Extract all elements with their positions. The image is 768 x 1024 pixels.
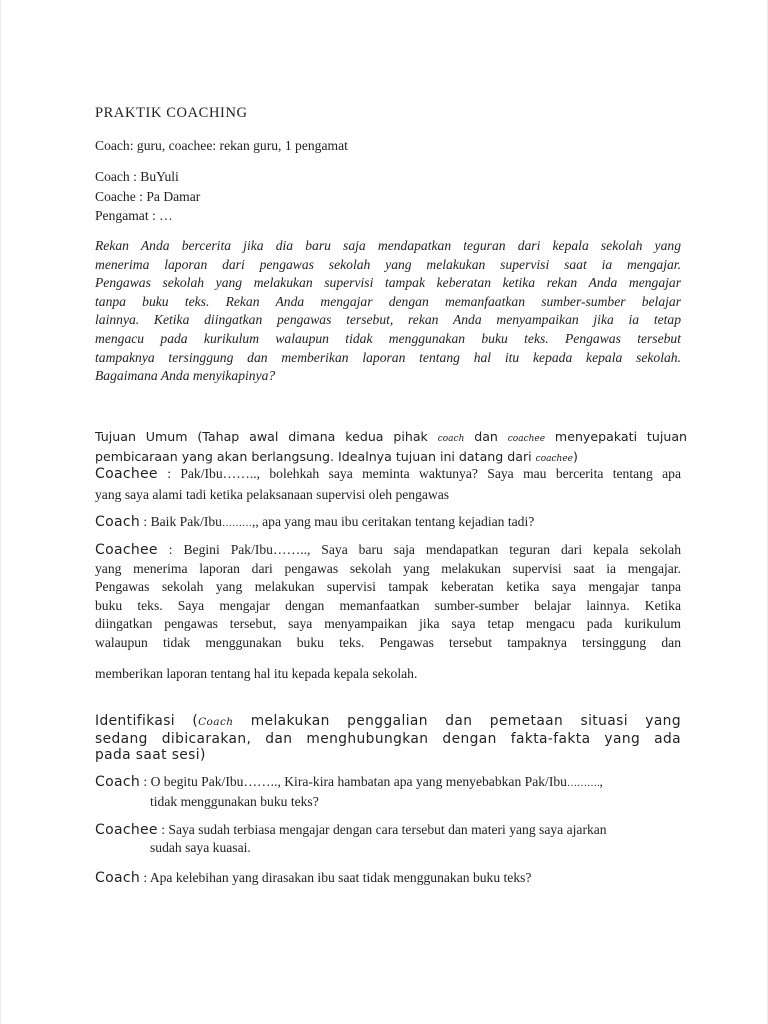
scenario-line: menerima laporan dari pengawas sekolah yang melakukan supervisi saat ia mengajar. — [95, 256, 681, 272]
scenario-line: lainnya. Ketika diingatkan pengawas tersebut, rekan Anda menyampaikan jika ia tetap — [95, 312, 681, 328]
dialogue-coachee-2-last-line: memberikan laporan tentang hal itu kepada kepala sekolah. — [95, 666, 418, 681]
coach-name-line: Coach : BuYuli — [95, 169, 179, 184]
scenario-line: Bagaimana Anda menyikapinya? — [95, 368, 276, 384]
speaker-label: Coachee — [95, 542, 158, 558]
document-title: PRAKTIK COACHING — [95, 105, 248, 121]
coachee-name-line: Coache : Pa Damar — [95, 188, 201, 204]
scenario-line: tanpa buku teks. Rekan Anda mengajar dengan memanfaatkan sumber-sumber belajar — [95, 293, 681, 309]
participants-block — [95, 167, 681, 226]
dialogue-coach-3: Coach : Apa kelebihan yang dirasakan ibu saat tidak menggunakan buku teks? — [95, 870, 532, 886]
observer-line: Pengamat : … — [95, 208, 173, 223]
dialogue-coach-1: Coach : Baik Pak/Ibu………,, apa yang mau ibu ceritakan tentang kejadian tadi? — [95, 514, 535, 530]
scenario-line: Rekan Anda bercerita jika dia baru saja mendapatkan teguran dari kepala sekolah yang — [95, 238, 681, 253]
scenario-line: Pengawas sekolah yang melakukan supervisi tampak keberatan ketika rekan Anda mengajar — [95, 275, 681, 291]
speaker-label: Coachee — [95, 822, 158, 838]
scenario-paragraph — [95, 237, 681, 386]
roles-line: Coach: guru, coachee: rekan guru, 1 pengamat — [95, 138, 348, 153]
speaker-label: Coach — [95, 514, 140, 530]
speaker-label: Coach — [95, 774, 140, 790]
dialogue-coachee-3: Coachee : Saya sudah terbiasa mengajar dengan cara tersebut dan materi yang saya ajarkan sudah saya kuasai. — [95, 822, 607, 855]
speaker-label: Coach — [95, 870, 140, 886]
dialogue-coachee-1: Coachee : Pak/Ibu…….., bolehkah saya meminta waktunya? Saya mau bercerita tentang apa yang saya alami tadi ketika pelaksanaan supervisi oleh pengawas — [95, 466, 681, 502]
scenario-line: tampaknya tersinggung dan memberikan laporan tentang hal itu kepada kepala sekolah. — [95, 349, 681, 365]
identifikasi-heading: Identifikasi (Coach melakukan penggalian dan pemetaan situasi yang sedang dibicarakan, dan menghubungkan dengan fakta-fakta yang ada pada saat sesi) — [95, 713, 681, 763]
tujuan-umum-heading: Tujuan Umum (Tahap awal dimana kedua pihak coach dan coachee menyepakati tujuan pembicaraan yang akan berlangsung. Idealnya tujuan ini datang dari coachee) — [95, 429, 688, 464]
scenario-line: mengacu pada kurikulum walaupun tidak menggunakan buku teks. Pengawas tersebut — [95, 330, 681, 346]
speaker-label: Coachee — [95, 466, 158, 482]
dialogue-coach-2: Coach : O begitu Pak/Ibu…….., Kira-kira hambatan apa yang menyebabkan Pak/Ibu………., tidak menggunakan buku teks? — [95, 774, 603, 809]
dialogue-coachee-2: Coachee : Begini Pak/Ibu…….., Saya baru saja mendapatkan teguran dari kepala sekolah yang menerima laporan dari pengawas sekolah yang melakukan supervisi saat ia mengajar. Pengawas sekolah yang melakukan supervisi tampak keberatan ketika saya mengajar tanpa buku teks. Saya mengajar dengan memanfaatkan sumber-sumber belajar lainnya. Ketika diingatkan pengawas tersebut, saya menyampaikan jika saya tetap mengacu pada kurikulum walaupun tidak menggunakan buku teks. Pengawas tersebut tampaknya tersinggung dan — [95, 542, 681, 650]
